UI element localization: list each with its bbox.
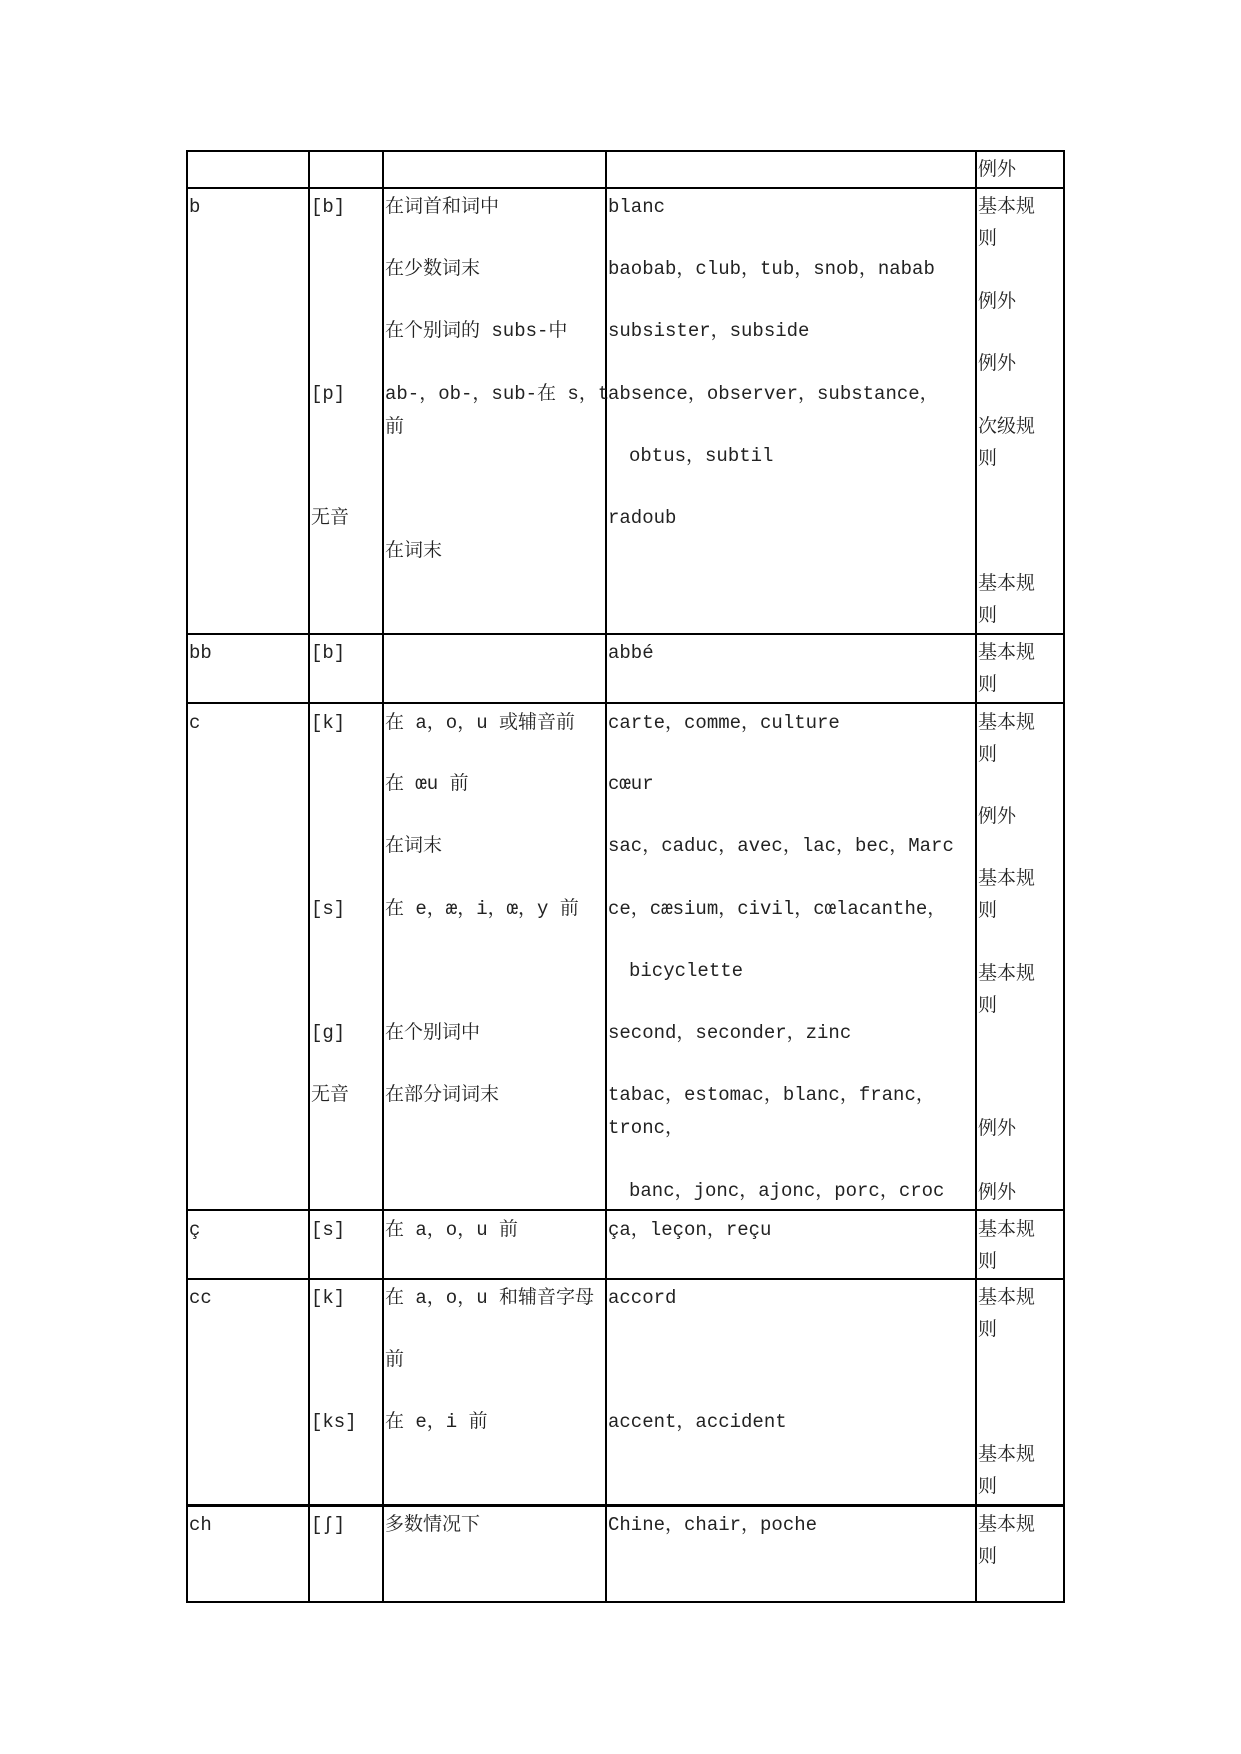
rule-type-text: 基本规则 [978,1444,1036,1498]
pronunciation-text: [k] [311,1287,346,1309]
cell-rule-type [976,1505,1064,1602]
cell-examples [606,703,976,1210]
letter-text: b [189,196,201,218]
rule-type-text: 例外 [978,291,1017,313]
example-text: radoub [608,507,677,529]
letter-text: bb [189,642,212,664]
pronunciation-text: [k] [311,712,346,734]
rule-type-text: 基本规则 [978,573,1036,627]
rule-type-text: 基本规则 [978,963,1036,1017]
table-header-row [187,151,1064,188]
condition-text: 在个别词中 [385,1022,481,1044]
letter-text: ch [189,1514,212,1536]
rule-type-text: 次级规则 [978,416,1036,470]
example-text: obtus，subtil [629,445,774,467]
example-text: second，seconder，zinc [608,1022,852,1044]
cell-letter [187,1505,309,1602]
pronunciation-rules-table [186,150,1065,1603]
rule-type-text: 例外 [978,1182,1017,1204]
rule-type-text: 基本规则 [978,642,1036,696]
cell-condition [383,1210,606,1279]
condition-text: 在 a，o，u 和辅音字母 [385,1287,595,1309]
table-row [187,188,1064,634]
example-text: abbé [608,642,654,664]
example-text: subsister，subside [608,320,810,342]
condition-text: 在 a，o，u 或辅音前 [385,712,576,734]
cell-letter [187,703,309,1210]
example-text: absence，observer，substance， [608,383,939,405]
rule-type-text: 基本规则 [978,712,1036,766]
condition-text: 在 e，æ，i，œ，y 前 [385,898,579,920]
cell-letter [187,1279,309,1505]
condition-text: 在少数词末 [385,258,481,280]
cell-pronunciation [309,703,383,1210]
cell-letter [187,151,309,188]
pronunciation-text: [ʃ] [311,1514,346,1536]
cell-rule-type [976,634,1064,703]
condition-text: 在词首和词中 [385,196,500,218]
cell-rule-type [976,1210,1064,1279]
example-text: Chine，chair，poche [608,1514,818,1536]
pronunciation-text: 无音 [311,1084,350,1106]
cell-rule-type [976,151,1064,188]
example-text: cœur [608,773,654,795]
rule-type-text: 基本规则 [978,196,1036,250]
rule-type-text: 基本规则 [978,868,1036,922]
cell-examples [606,1505,976,1602]
example-text: ce，cæsium，civil，cœlacanthe， [608,898,947,920]
condition-text: 在 e，i 前 [385,1411,488,1433]
pronunciation-text: [ks] [311,1411,357,1433]
condition-text: 在个别词的 subs-中 [385,320,568,342]
table-row [187,1210,1064,1279]
pronunciation-text: [s] [311,1219,346,1241]
cell-pronunciation [309,1210,383,1279]
condition-text: 多数情况下 [385,1514,481,1536]
cell-letter [187,1210,309,1279]
pronunciation-text: [b] [311,196,346,218]
cell-rule-type [976,188,1064,634]
example-text: baobab，club，tub，snob，nabab [608,258,935,280]
example-text: ça，leçon，reçu [608,1219,772,1241]
example-text: tabac，estomac，blanc，franc， [608,1084,935,1106]
cell-rule-type [976,703,1064,1210]
cell-letter [187,188,309,634]
cell-condition [383,1505,606,1602]
cell-condition [383,188,610,634]
example-text: blanc [608,196,666,218]
rule-type-text: 例外 [978,353,1017,375]
cell-condition [383,151,606,188]
rule-type-text: 基本规则 [978,1287,1036,1341]
condition-text: 在词末 [385,540,443,562]
pronunciation-text: [g] [311,1022,346,1044]
cell-pronunciation [309,1279,383,1505]
cell-examples [606,634,976,703]
condition-text: 在部分词词末 [385,1084,500,1106]
table-row [187,1279,1064,1505]
cell-condition [383,703,606,1210]
table-row [187,634,1064,703]
pronunciation-text: 无音 [311,507,350,529]
cell-examples [606,151,976,188]
pronunciation-text: [b] [311,642,346,664]
rule-type-text: 例外 [978,806,1017,828]
condition-text: 前 [385,416,405,438]
cell-letter [187,634,309,703]
condition-text: 在 œu 前 [385,773,469,795]
example-text: bicyclette [629,960,744,982]
cell-examples [606,188,976,634]
table-row [187,1505,1064,1602]
cell-examples [606,1279,976,1505]
pronunciation-text: [s] [311,898,346,920]
condition-text: 在 a，o，u 前 [385,1219,519,1241]
cell-pronunciation [309,151,383,188]
pronunciation-text: [p] [311,383,346,405]
example-text: banc，jonc，ajonc，porc，croc [629,1180,945,1202]
example-text: accent，accident [608,1411,787,1433]
example-text: tronc， [608,1117,685,1139]
letter-text: c [189,712,201,734]
table-row [187,703,1064,1210]
rule-type-text: 例外 [978,159,1017,181]
condition-text: 在词末 [385,835,443,857]
example-text: accord [608,1287,677,1309]
cell-condition [383,1279,606,1505]
cell-condition [383,634,606,703]
cell-pronunciation [309,634,383,703]
rule-type-text: 例外 [978,1118,1017,1140]
cell-pronunciation [309,1505,383,1602]
cell-rule-type [976,1279,1064,1505]
rule-type-text: 基本规则 [978,1219,1036,1273]
example-text: carte，comme，culture [608,712,840,734]
rule-type-text: 基本规则 [978,1514,1036,1568]
letter-text: cc [189,1287,212,1309]
condition-text: ab-，ob-，sub-在 s，t [385,383,610,405]
cell-examples [606,1210,976,1279]
letter-text: ç [189,1219,201,1241]
condition-text: 前 [385,1349,405,1371]
cell-pronunciation [309,188,383,634]
example-text: sac，caduc，avec，lac，bec，Marc [608,835,954,857]
